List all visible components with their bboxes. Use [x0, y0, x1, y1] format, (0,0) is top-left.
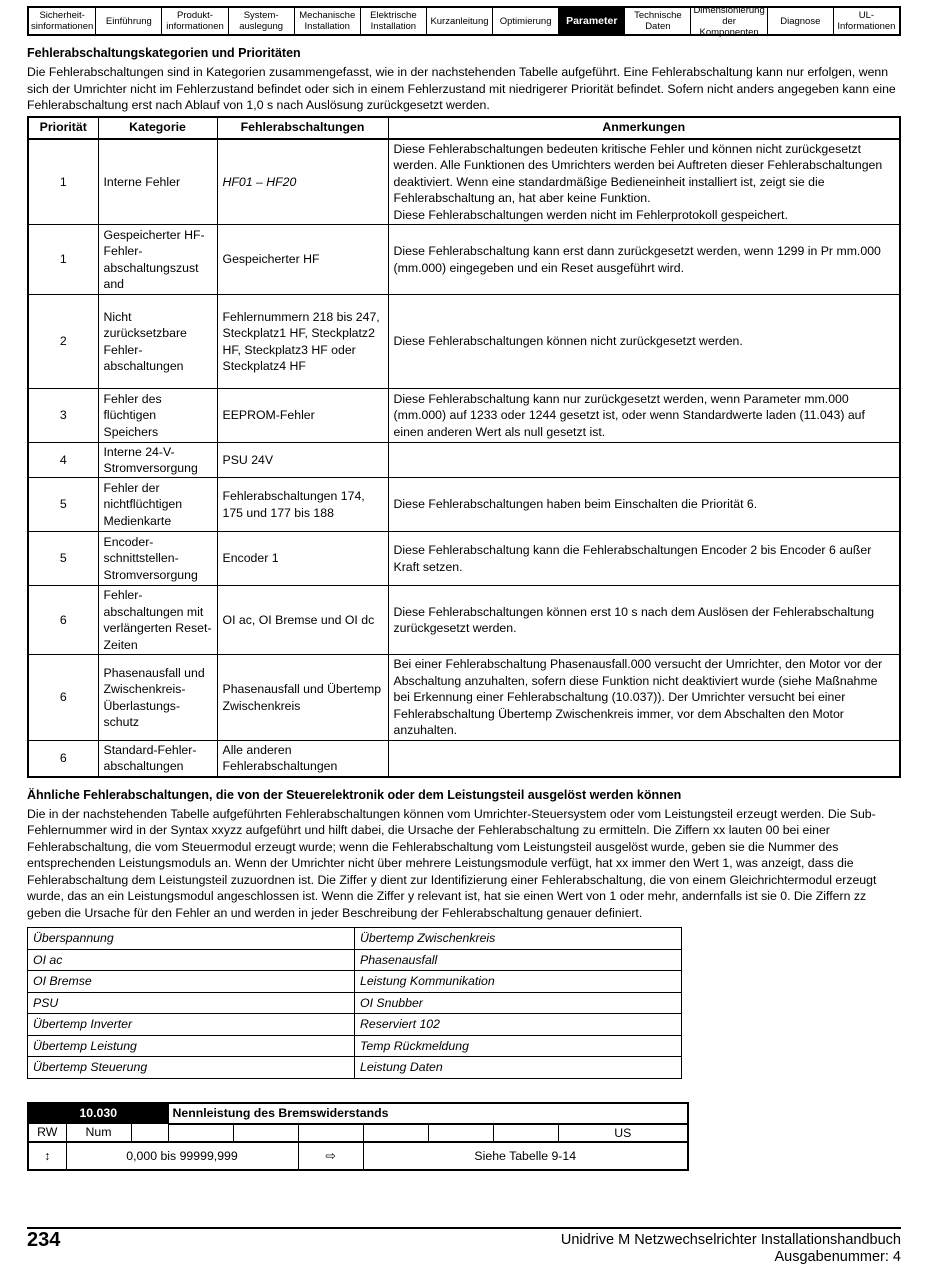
note-cell: Bei einer Fehlerabschaltung Phasenausfall.000 versucht der Umrichter, den Motor vor der Abschaltung anzuhalten, sofern diese Funktion nicht deaktiviert wurde (siehe Maßnahme bei Erkennung einer Fehlerabschaltung (10.037)). Der Umrichter versucht bei einer Fehlerabschaltung Übertemp Zwischenkreis immer, vor dem Abschalten den Motor anzuhalten.	[388, 655, 900, 741]
priority-cell: 1	[28, 139, 98, 225]
nav-tab[interactable]: Kurzanleitung	[426, 8, 492, 34]
category-cell: Fehler-abschaltungen mit verlängerten Reset-Zeiten	[98, 586, 217, 655]
trip-name-cell: Leistung Daten	[355, 1057, 682, 1079]
note-cell: Diese Fehlerabschaltungen können erst 10 s nach dem Auslösen der Fehlerabschaltung zurückgesetzt werden.	[388, 586, 900, 655]
section-title-categories: Fehlerabschaltungskategorien und Prioritäten	[27, 46, 301, 60]
category-cell: Encoder-schnittstellen-Stromversorgung	[98, 532, 217, 586]
trips-cell: Phasenausfall und Übertemp Zwischenkreis	[217, 655, 388, 741]
trip-name-cell: Reserviert 102	[355, 1014, 682, 1036]
parameter-attribute-cell	[298, 1124, 363, 1142]
note-cell	[388, 741, 900, 777]
trip-name-cell: Temp Rückmeldung	[355, 1035, 682, 1057]
nav-tab[interactable]: Diagnose	[767, 8, 833, 34]
nav-tab[interactable]: Optimierung	[492, 8, 558, 34]
nav-tab[interactable]: Technische Daten	[624, 8, 690, 34]
table-row	[28, 1035, 682, 1057]
category-cell: Fehler des flüchtigen Speichers	[98, 389, 217, 443]
table-row	[28, 971, 682, 993]
section-text-categories: Die Fehlerabschaltungen sind in Kategorien zusammengefasst, wie in der nachstehenden Tabelle aufgeführt. Eine Fehlerabschaltung kann nur erfolgen, wenn sich der Umrichter nicht im Fehlerzustand befindet oder sich in einem Fehlerzustand mit niedrigerer Priorität befindet. Sofern nicht anders angegeben kann eine Fehlerabschaltung erst nach Ablauf von 1,0 s nach Auslösung zurückgesetzt werden.	[27, 65, 896, 112]
table-row	[28, 586, 900, 655]
trip-name-cell: Übertemp Zwischenkreis	[355, 928, 682, 950]
nav-tab[interactable]: Mechanische Installation	[294, 8, 360, 34]
table-row	[28, 389, 900, 443]
col-header-trips: Fehlerabschaltungen	[217, 117, 388, 139]
category-cell: Fehler der nichtflüchtigen Medienkarte	[98, 478, 217, 532]
trip-name-cell: Übertemp Steuerung	[28, 1057, 355, 1079]
parameter-attribute-cell: US	[558, 1124, 688, 1142]
parameter-title: Nennleistung des Bremswiderstands	[168, 1103, 688, 1124]
category-cell: Nicht zurücksetzbare Fehler-abschaltungen	[98, 295, 217, 389]
manual-title: Unidrive M Netzwechselrichter Installationshandbuch	[560, 1232, 901, 1248]
trips-cell: Fehlernummern 218 bis 247, Steckplatz1 HF, Steckplatz2 HF, Steckplatz3 HF oder Steckplatz4 HF	[217, 295, 388, 389]
priority-cell: 6	[28, 586, 98, 655]
parameter-table	[27, 1102, 689, 1171]
page-footer	[27, 1227, 901, 1265]
priority-cell: 6	[28, 741, 98, 777]
parameter-attribute-cell	[363, 1124, 428, 1142]
category-cell: Gespeicherter HF-Fehler-abschaltungszust and	[98, 225, 217, 295]
trips-cell: EEPROM-Fehler	[217, 389, 388, 443]
trips-cell: Gespeicherter HF	[217, 225, 388, 295]
parameter-attributes-row	[28, 1124, 688, 1142]
category-cell: Phasenausfall und Zwischenkreis-Überlastungs-schutz	[98, 655, 217, 741]
table-row	[28, 1014, 682, 1036]
section-nav	[27, 6, 901, 36]
trip-name-cell: Übertemp Leistung	[28, 1035, 355, 1057]
table-row	[28, 928, 682, 950]
table-row	[28, 478, 900, 532]
nav-tab[interactable]: System- auslegung	[228, 8, 294, 34]
trips-cell: Fehlerabschaltungen 174, 175 und 177 bis 188	[217, 478, 388, 532]
parameter-attribute-cell	[131, 1124, 168, 1142]
category-cell: Standard-Fehler-abschaltungen	[98, 741, 217, 777]
priority-cell: 5	[28, 478, 98, 532]
trips-cell: Alle anderen Fehlerabschaltungen	[217, 741, 388, 777]
parameter-attribute-cell: Num	[66, 1124, 131, 1142]
table-row	[28, 949, 682, 971]
issue-number: Ausgabenummer: 4	[774, 1249, 901, 1265]
trip-name-cell: Leistung Kommunikation	[355, 971, 682, 993]
table-row	[28, 139, 900, 225]
page	[27, 6, 901, 1171]
trip-name-cell: Phasenausfall	[355, 949, 682, 971]
page-number: 234	[27, 1229, 61, 1251]
category-cell: Interne Fehler	[98, 139, 217, 225]
col-header-priority: Priorität	[28, 117, 98, 139]
section-text-similar-trips: Die in der nachstehenden Tabelle aufgeführten Fehlerabschaltungen können vom Umrichter-Steuersystem oder vom Leistungsteil erzeugt werden. Die Sub-Fehlernummer wird in der Syntax xxyzz aufgeführt und hilft dabei, die Ursache der Fehlerabschaltung zu ermitteln. Die Ziffern xx lauten 00 bei einer Fehlerabschaltung, die vom Steuermodul erzeugt wurde; wenn die Fehlerabschaltung vom Leistungsteil ausgelöst wurde, geben sie die Nummer des entsprechenden Leistungsmoduls an. Wenn der Umrichter nicht über mehrere Leistungsmodule verfügt, hat xx immer den Wert 1, was anzeigt, dass die Fehlerabschaltung dem Leistungsteil zuzuordnen ist. Die Ziffer y dient zur Identifizierung einer Fehlerabschaltung, die von einem Gleichrichtermodul erzeugt wurde, das an ein Leistungsmodul angeschlossen ist. Wenn die Ziffer y relevant ist, hat sie einen Wert von 1 oder mehr, andernfalls ist sie 0. Die Ziffern zz geben die Ursache für den Fehler an und werden in jeder Beschreibung der Fehlerabschaltung genauer definiert.	[27, 806, 877, 920]
note-cell: Diese Fehlerabschaltung kann die Fehlerabschaltungen Encoder 2 bis Encoder 6 außer Kraft setzen.	[388, 532, 900, 586]
trip-name-cell: Übertemp Inverter	[28, 1014, 355, 1036]
col-header-category: Kategorie	[98, 117, 217, 139]
trips-cell: HF01 – HF20	[217, 139, 388, 225]
parameter-id: 10.030	[28, 1103, 168, 1124]
parameter-attribute-cell	[493, 1124, 558, 1142]
note-cell	[388, 443, 900, 478]
nav-tab[interactable]: Produkt- informationen	[161, 8, 227, 34]
note-cell: Diese Fehlerabschaltung kann nur zurückgesetzt werden, wenn Parameter mm.000 (mm.000) auf 1233 oder 1244 gesetzt ist, oder wenn Standardwerte laden (11.043) auf einen anderen Wert als null gesetzt ist.	[388, 389, 900, 443]
parameter-attribute-cell	[233, 1124, 298, 1142]
trips-cell: Encoder 1	[217, 532, 388, 586]
nav-tab[interactable]: Elektrische Installation	[360, 8, 426, 34]
default-arrow-icon: ⇨	[298, 1142, 363, 1170]
nav-tab[interactable]: Einführung	[95, 8, 161, 34]
trip-name-cell: Überspannung	[28, 928, 355, 950]
similar-trips-table	[27, 927, 682, 1079]
priority-cell: 1	[28, 225, 98, 295]
priority-cell: 6	[28, 655, 98, 741]
category-cell: Interne 24-V-Stromversorgung	[98, 443, 217, 478]
parameter-range: 0,000 bis 99999,999	[66, 1142, 298, 1170]
trip-name-cell: OI ac	[28, 949, 355, 971]
table-row	[28, 1057, 682, 1079]
note-cell: Diese Fehlerabschaltung kann erst dann zurückgesetzt werden, wenn 1299 in Pr mm.000 (mm.000) eingegeben und ein Reset ausgeführt wird.	[388, 225, 900, 295]
table-row	[28, 295, 900, 389]
table-row	[28, 655, 900, 741]
table-row	[28, 225, 900, 295]
col-header-notes: Anmerkungen	[388, 117, 900, 139]
trip-name-cell: PSU	[28, 992, 355, 1014]
table-row	[28, 532, 900, 586]
table-row	[28, 741, 900, 777]
parameter-attribute-cell: RW	[28, 1124, 66, 1142]
trips-cell: PSU 24V	[217, 443, 388, 478]
footer-title-block	[561, 1232, 901, 1266]
section-title-similar-trips: Ähnliche Fehlerabschaltungen, die von der Steuerelektronik oder dem Leistungsteil ausgelöst werden können	[27, 787, 682, 802]
table-header-row	[28, 117, 900, 139]
nav-tab[interactable]: Dimensionierung der Komponenten	[690, 8, 766, 34]
parameter-attribute-cell	[168, 1124, 233, 1142]
nav-tab[interactable]: UL- Informationen	[833, 8, 899, 34]
trips-cell: OI ac, OI Bremse und OI dc	[217, 586, 388, 655]
parameter-attribute-cell	[428, 1124, 493, 1142]
note-cell: Diese Fehlerabschaltungen bedeuten kritische Fehler und können nicht zurückgesetzt werden. Alle Funktionen des Umrichters werden bei Auftreten dieser Fehlerabschaltungen deaktiviert. Wenn eine standardmäßige Bedieneinheit installiert ist, zeigt sie die Fehlerabschaltung an, hat aber keine Funktion. Diese Fehlerabschaltungen werden nicht im Fehlerprotokoll gespeichert.	[388, 139, 900, 225]
nav-tab[interactable]: Parameter	[558, 8, 624, 34]
note-cell: Diese Fehlerabschaltungen haben beim Einschalten die Priorität 6.	[388, 478, 900, 532]
priority-cell: 3	[28, 389, 98, 443]
priority-cell: 5	[28, 532, 98, 586]
priority-cell: 2	[28, 295, 98, 389]
range-icon: ↕	[28, 1142, 66, 1170]
trip-name-cell: OI Snubber	[355, 992, 682, 1014]
table-row	[28, 992, 682, 1014]
trip-name-cell: OI Bremse	[28, 971, 355, 993]
table-row	[28, 443, 900, 478]
nav-tab[interactable]: Sicherheit- sinformationen	[31, 10, 94, 32]
note-cell: Diese Fehlerabschaltungen können nicht zurückgesetzt werden.	[388, 295, 900, 389]
priority-cell: 4	[28, 443, 98, 478]
trip-category-table	[27, 116, 901, 778]
parameter-default: Siehe Tabelle 9-14	[363, 1142, 688, 1170]
